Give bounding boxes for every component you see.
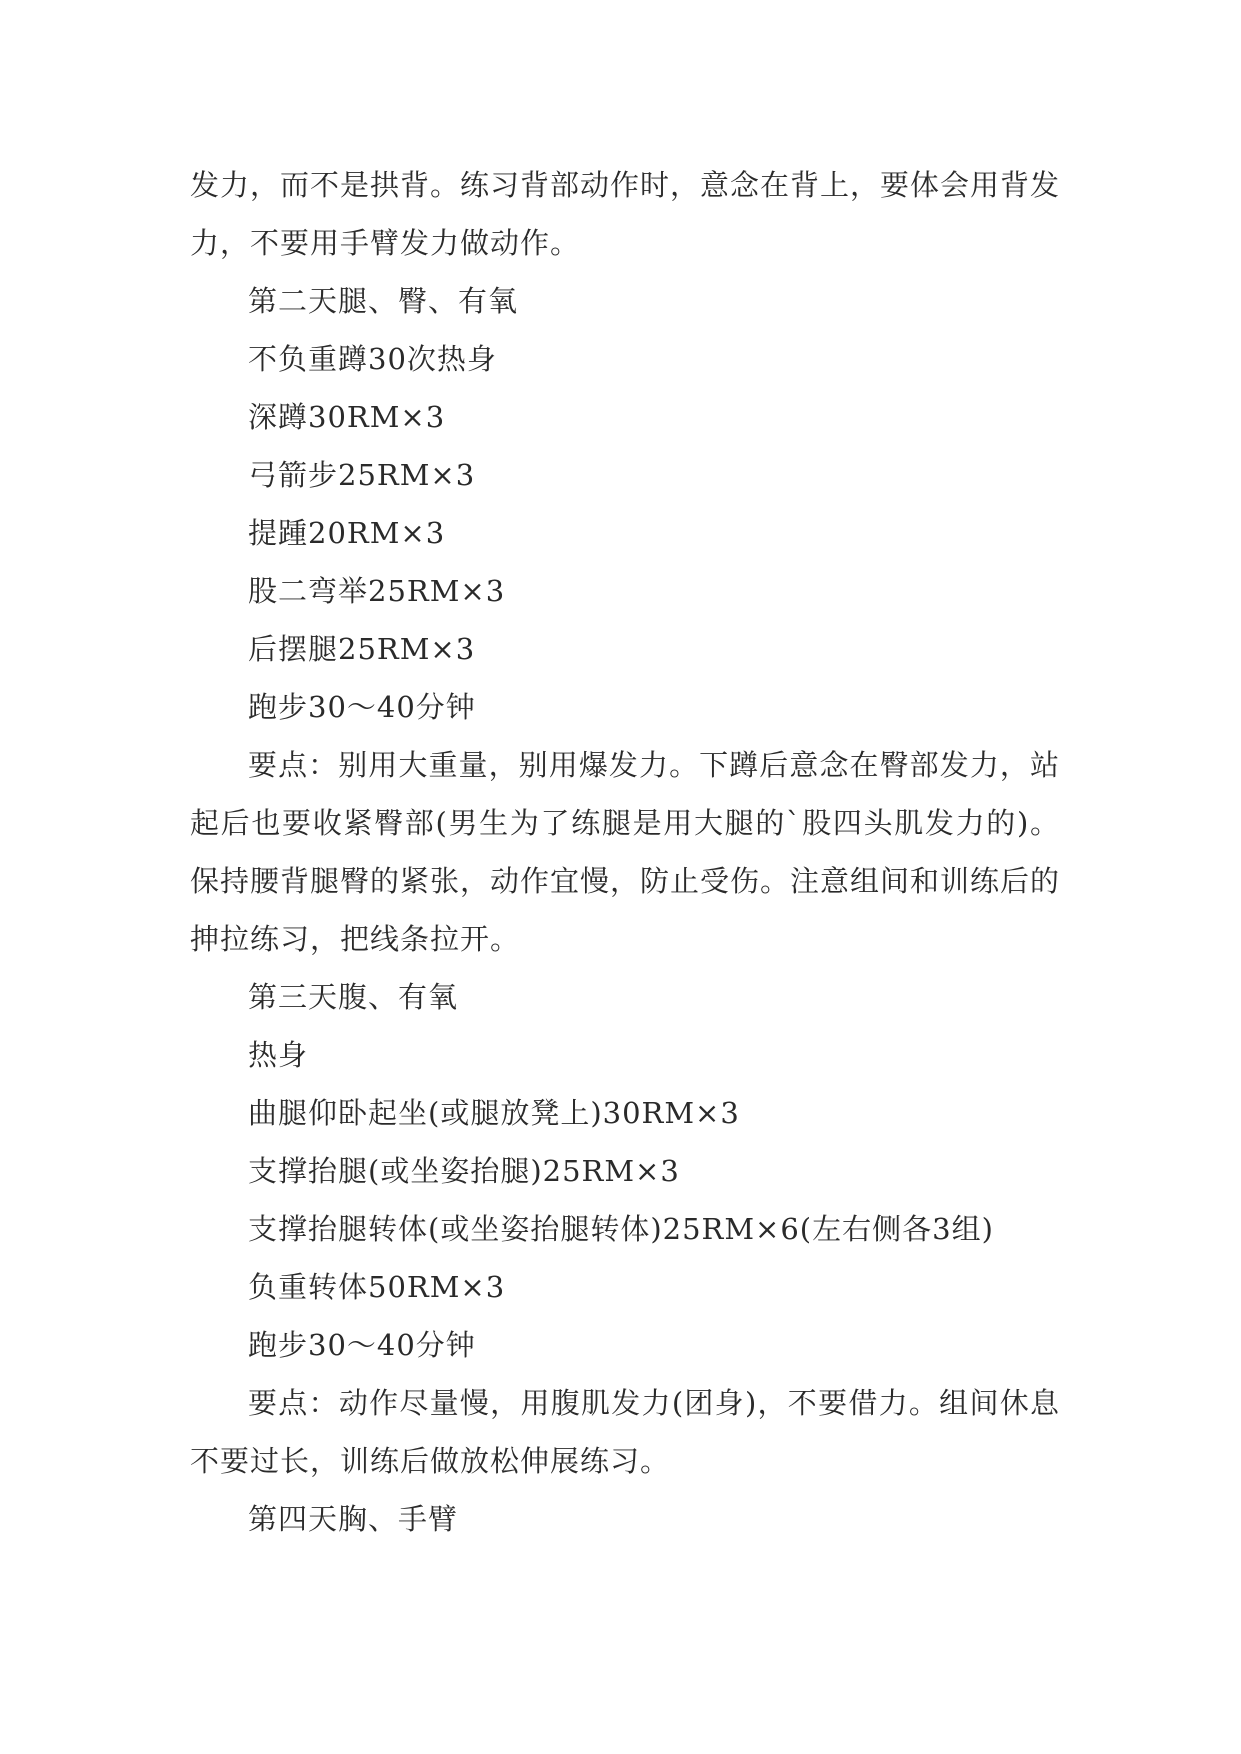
- paragraph: 发力，而不是拱背。练习背部动作时，意念在背上，要体会用背发力，不要用手臂发力做动作。: [190, 168, 1061, 260]
- key-points-paragraph: 要点：别用大重量，别用爆发力。下蹲后意念在臀部发力，站起后也要收紧臀部(男生为了练腿是用大腿的`股四头肌发力的)。保持腰背腿臀的紧张，动作宜慢，防止受伤。注意组间和训练后的抻拉练习，把线条拉开。: [190, 748, 1061, 956]
- exercise-item: 不负重蹲30次热身: [248, 342, 497, 376]
- day-two-heading: 第二天腿、臀、有氧: [248, 284, 519, 318]
- exercise-item: 弓箭步25RM×3: [248, 458, 476, 492]
- exercise-item: 支撑抬腿转体(或坐姿抬腿转体)25RM×6(左右侧各3组): [248, 1212, 994, 1246]
- exercise-item: 提踵20RM×3: [248, 516, 446, 550]
- exercise-item: 跑步30～40分钟: [248, 1328, 476, 1362]
- exercise-item: 股二弯举25RM×3: [248, 574, 506, 608]
- day-three-heading: 第三天腹、有氧: [248, 980, 459, 1014]
- exercise-item: 负重转体50RM×3: [248, 1270, 506, 1304]
- exercise-item: 后摆腿25RM×3: [248, 632, 476, 666]
- day-four-heading: 第四天胸、手臂: [248, 1502, 459, 1536]
- exercise-item: 跑步30～40分钟: [248, 690, 476, 724]
- document-body: [190, 156, 1060, 1548]
- key-points-paragraph: 要点：动作尽量慢，用腹肌发力(团身)，不要借力。组间休息不要过长，训练后做放松伸展练习。: [190, 1386, 1060, 1478]
- exercise-item: 支撑抬腿(或坐姿抬腿)25RM×3: [248, 1154, 680, 1188]
- exercise-item: 热身: [248, 1038, 309, 1072]
- exercise-item: 曲腿仰卧起坐(或腿放凳上)30RM×3: [248, 1096, 740, 1130]
- exercise-item: 深蹲30RM×3: [248, 400, 446, 434]
